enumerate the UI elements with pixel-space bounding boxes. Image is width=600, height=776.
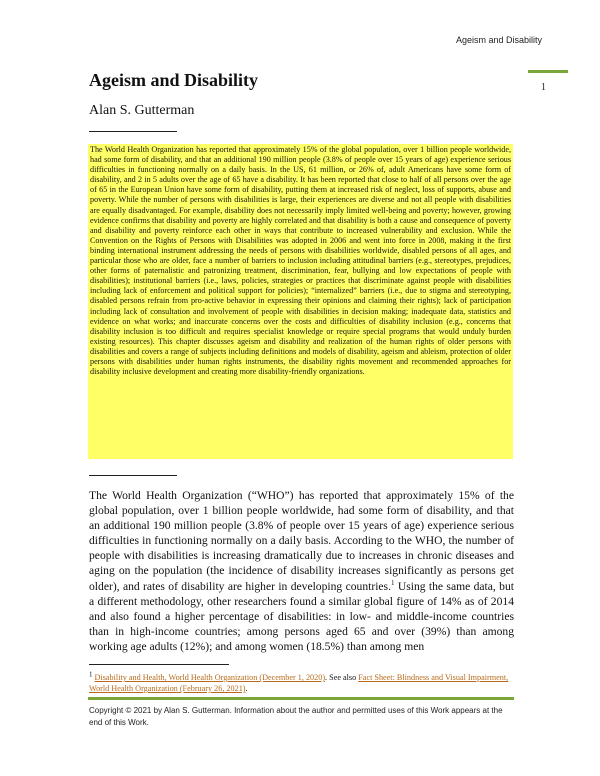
footnote-end: . bbox=[245, 684, 248, 693]
footnote-text-between: . See also bbox=[325, 673, 359, 682]
page-number-bar bbox=[528, 70, 568, 73]
footer-bar bbox=[88, 697, 514, 700]
footnote-link-who-disability[interactable]: Disability and Health, World Health Organization (December 1, 2020) bbox=[94, 673, 326, 682]
body-text-part2: Using the same data, but a different methodology, other researchers found a similar global figure of 14% as of 2014 and also found a higher percentage of disabilities: in low- and middle-income countries than in high-income countries; among persons aged 65 and over (39%) than among working age adults (12%); and among women (18.5%) than among men bbox=[89, 579, 515, 653]
body-text-part1: The World Health Organization (“WHO”) has reported that approximately 15% of the global population, over 1 billion people worldwide, had some form of disability, and that an additional 190 million people (3.8% of people over 15 years of age) experience serious difficulties in functioning normally on a daily basis. According to the WHO, the number of people with disabilities is increasing dramatically due to increases in chronic diseases and aging on the population (the incidence of disability increases significantly as persons get older), and rates of disability are higher in developing countries. bbox=[89, 489, 514, 593]
abstract-divider bbox=[89, 475, 177, 476]
title-divider bbox=[89, 131, 177, 132]
running-header: Ageism and Disability bbox=[455, 35, 542, 45]
footnote-number: 1 bbox=[89, 670, 93, 679]
footnote-marker[interactable]: 1 bbox=[390, 578, 395, 587]
body-paragraph bbox=[89, 488, 515, 653]
footnote bbox=[89, 672, 514, 694]
page-number: 1 bbox=[541, 82, 546, 93]
footnote-link-blindness-factsheet[interactable]: Fact Sheet: Blindness and Visual Impairment, World Health Organization (February 26, 2021) bbox=[89, 673, 509, 693]
abstract-highlighted: The World Health Organization has reported that approximately 15% of the global population, over 1 billion people worldwide, had some form of disability, and that an additional 190 million people (3.8% of people over 15 years of age) experience serious difficulties in functioning normally on a daily basis. In the US, 61 million, or 26% of, adult Americans have some form of disability, and 2 in 5 adults over the age of 65 have a disability. It has been reported that close to half of all persons over the age of 65 in the European Union have some form of disability, putting them at increased risk of neglect, loss of supports, abuse and poverty. While the number of persons with disabilities is large, their experiences are diverse and not all people with disabilities are equally disadvantaged. For example, disability does not necessarily imply limited well-being and poverty; however, growing evidence confirms that disability and poverty are highly correlated and that disability is both a cause and consequence of poverty and disability and poverty reinforce each other in ways that contribute to increased vulnerability and exclusion. While the Convention on the Rights of Persons with Disabilities was adopted in 2006 and went into force in 2008, making it the first binding international instrument addressing the needs of persons with disabilities worldwide, disabled persons of all ages, and particular those who are older, face a number of barriers to inclusion including attitudinal barriers (e.g., stereotypes, prejudices, other forms of paternalistic and patronizing treatment, discrimination, fear, bullying and low expectations of people with disabilities); institutional barriers (i.e., laws, policies, strategies or practices that discriminate against people with disabilities including lack of enforcement and political support for policies); “internalized” barriers (i.e., due to stigma and stereotyping, disabled persons refrain from pro-active behavior in expressing their opinions and claiming their rights); lack of participation including lack of consultation and involvement of people with disabilities in decision making; inadequate data, statistics and evidence on what works; and inaccurate concerns over the costs and difficulties of disability inclusion (e.g., concerns that disability inclusion is too difficult and requires specialist knowledge or require special programs that would unduly burden existing resources). This chapter discusses ageism and disability and realization of the human rights of older persons with disabilities and covers a range of subjects including definitions and models of disability, ageism and ableism, protection of older persons with disabilities under human rights instruments, the disability rights movement and recommended approaches for disability inclusive development and creating more disability-friendly organizations. bbox=[88, 144, 513, 459]
document-title: Ageism and Disability bbox=[89, 70, 259, 90]
author-name: Alan S. Gutterman bbox=[89, 103, 195, 118]
footnote-divider bbox=[89, 664, 229, 665]
copyright-notice: Copyright © 2021 by Alan S. Gutterman. Information about the author and permitted uses of this Work appears at the end of this Work. bbox=[89, 706, 503, 727]
